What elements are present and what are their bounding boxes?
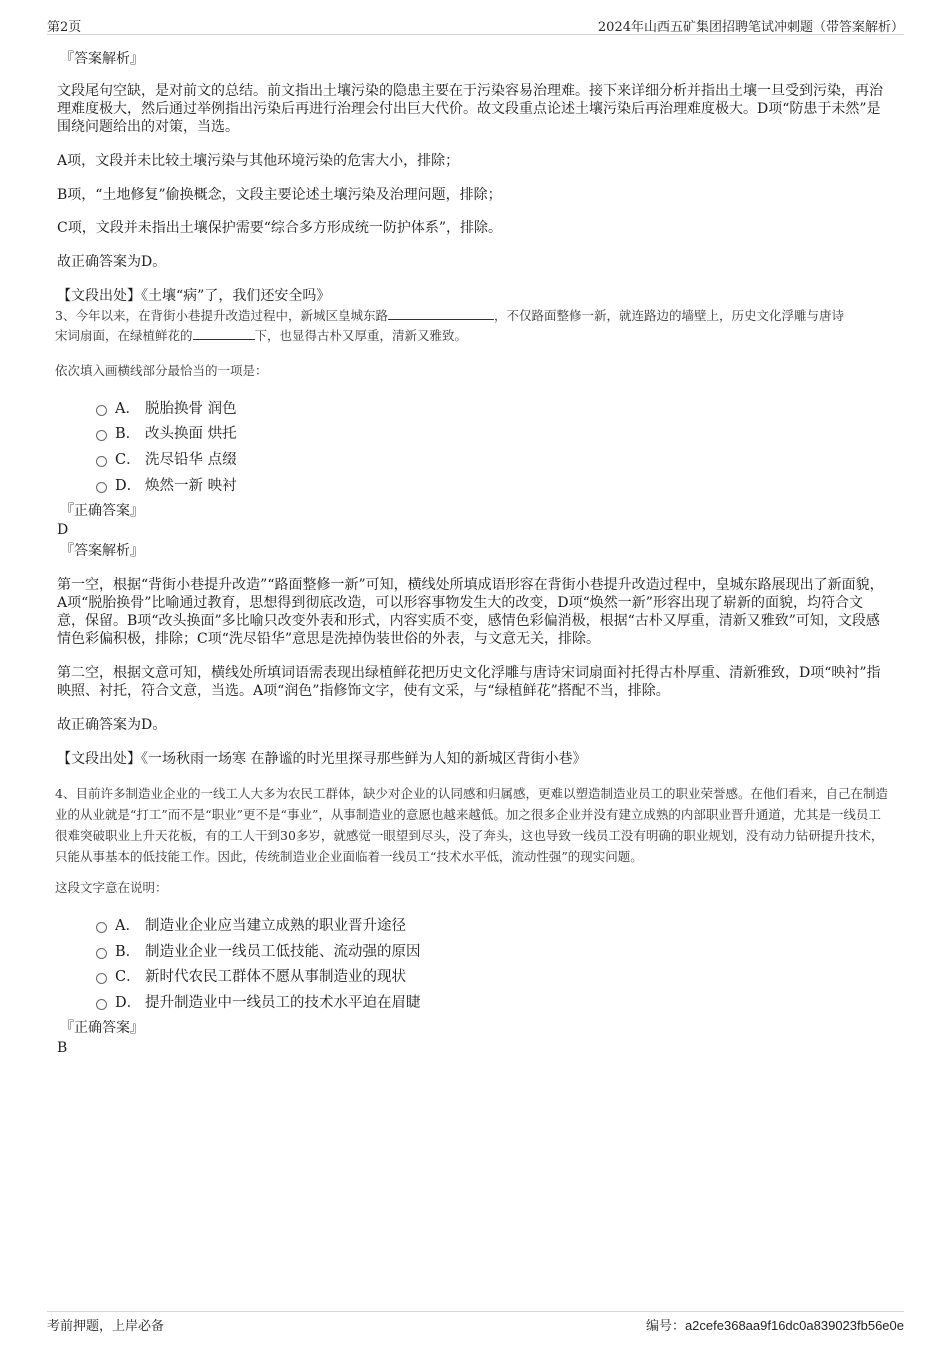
q4-option-a[interactable] <box>96 914 406 934</box>
q3-conclusion: 故正确答案为D。 <box>57 717 167 733</box>
q4-answer: B <box>57 1040 68 1056</box>
radio-icon[interactable] <box>96 973 107 984</box>
q4-option-d[interactable] <box>96 991 421 1011</box>
option-text: 制造业企业应当建立成熟的职业晋升途径 <box>145 918 406 934</box>
q3-option-c[interactable] <box>96 448 237 468</box>
q3-stem-part3: 宋词扇面，在绿植鲜花的 <box>55 328 193 343</box>
q4-answer-heading: 『正确答案』 <box>60 1020 144 1036</box>
radio-icon[interactable] <box>96 456 107 467</box>
q2-conclusion: 故正确答案为D。 <box>57 254 167 270</box>
q4-stem: 4、目前许多制造业企业的一线工人大多为农民工群体，缺少对企业的认同感和归属感，更难以塑造制造业员工的职业荣誉感。在他们看来，自己在制造业的从业就是“打工”而不是“职业”更不是“事业”，从事制造业的意愿也越来越低。加之很多企业并没有建立成熟的内部职业晋升通道，尤其是一线员工很难突破职业上升天花板，有的工人干到30多岁，就感觉一眼望到尽头，没了奔头，这也导致一线员工没有明确的职业规划，没有动力钻研提升技术，只能从事基本的低技能工作。因此，传统制造业企业面临着一线员工“技术水平低，流动性强”的现实问题。 <box>55 786 888 864</box>
q3-stem <box>55 306 890 346</box>
q2-analysis-paragraph: 文段尾句空缺，是对前文的总结。前文指出土壤污染的隐患主要在于污染容易治理难。接下来详细分析并指出土壤一旦受到污染，再治理难度极大，然后通过举例指出污染后再进行治理会付出巨大代价。故文段重点论述土壤污染后再治理难度极大。D项“防患于未然”是围绕问题给出的对策，当选。 <box>57 83 883 135</box>
page-header <box>47 14 904 35</box>
option-letter: D． <box>115 478 142 494</box>
footer-note: 考前押题，上岸必备 <box>47 1319 165 1334</box>
q3-option-b[interactable] <box>96 422 237 442</box>
q2-analysis-a: A项，文段并未比较土壤污染与其他环境污染的危害大小，排除； <box>57 153 460 169</box>
q3-blank-1 <box>388 307 494 320</box>
q4-prompt: 这段文字意在说明： <box>55 880 168 895</box>
q4-option-c[interactable] <box>96 965 406 985</box>
option-text: 提升制造业中一线员工的技术水平迫在眉睫 <box>145 995 421 1011</box>
q2-source: 【文段出处】《土壤“病”了，我们还安全吗》 <box>57 288 331 304</box>
option-letter: A． <box>115 401 140 417</box>
page-footer <box>47 1311 904 1334</box>
radio-icon[interactable] <box>96 999 107 1010</box>
q3-answer: D <box>57 522 69 538</box>
radio-icon[interactable] <box>96 922 107 933</box>
q3-option-d[interactable] <box>96 474 237 494</box>
option-letter: A． <box>115 918 140 934</box>
q3-option-a[interactable] <box>96 397 237 417</box>
code-value: a2cefe368aa9f16dc0a839023fb56e0e <box>684 1318 904 1333</box>
option-text: 洗尽铅华 点缀 <box>145 452 237 468</box>
radio-icon[interactable] <box>96 482 107 493</box>
q3-stem-part1: 3、今年以来，在背街小巷提升改造过程中，新城区皇城东路 <box>55 308 388 323</box>
option-letter: D． <box>115 995 142 1011</box>
option-letter: C． <box>115 452 141 468</box>
option-letter: B． <box>115 426 141 442</box>
option-text: 焕然一新 映衬 <box>145 478 237 494</box>
q2-analysis-c: C项，文段并未指出土壤保护需要“综合多方形成统一防护体系”，排除。 <box>57 220 503 236</box>
document-code <box>646 1315 904 1334</box>
q3-stem-part4: 下，也显得古朴又厚重，清新又雅致。 <box>254 328 468 343</box>
radio-icon[interactable] <box>96 430 107 441</box>
q3-prompt: 依次填入画横线部分最恰当的一项是： <box>55 363 268 378</box>
option-letter: C． <box>115 969 141 985</box>
radio-icon[interactable] <box>96 948 107 959</box>
option-text: 脱胎换骨 润色 <box>145 401 237 417</box>
q3-analysis-paragraph-2: 第二空，根据文意可知，横线处所填词语需表现出绿植鲜花把历史文化浮雕与唐诗宋词扇面衬托得古朴厚重、清新雅致，D项“映衬”指映照、衬托，符合文意，当选。A项“润色”指修饰文字，使有文采，与“绿植鲜花”搭配不当，排除。 <box>57 665 881 699</box>
q3-blank-2 <box>193 327 255 340</box>
q3-analysis-heading: 『答案解析』 <box>60 543 144 559</box>
q4-option-b[interactable] <box>96 940 421 960</box>
radio-icon[interactable] <box>96 405 107 416</box>
q3-stem-part2: ，不仅路面整修一新，就连路边的墙壁上，历史文化浮雕与唐诗 <box>493 308 844 323</box>
q3-source: 【文段出处】《一场秋雨一场寒 在静谧的时光里探寻那些鲜为人知的新城区背街小巷》 <box>57 751 587 767</box>
option-text: 新时代农民工群体不愿从事制造业的现状 <box>145 969 406 985</box>
option-text: 改头换面 烘托 <box>145 426 237 442</box>
q3-answer-heading: 『正确答案』 <box>60 503 144 519</box>
code-label: 编号： <box>645 1319 685 1334</box>
q3-analysis-paragraph-1: 第一空，根据“背街小巷提升改造”“路面整修一新”可知，横线处所填成语形容在背街小巷提升改造过程中，皇城东路展现出了新面貌，A项“脱胎换骨”比喻通过教育，思想得到彻底改造，可以形容事物发生大的改变，D项“焕然一新”形容出现了崭新的面貌，均符合文意，保留。B项“改头换面”多比喻只改变外表和形式，内容实质不变，感情色彩偏消极，根据“古朴又厚重，清新又雅致”可知，文段感情色彩偏积极，排除；C项“洗尽铅华”意思是洗掉伪装世俗的外表，与文意无关，排除。 <box>57 577 884 647</box>
page-number: 第2页 <box>47 20 82 35</box>
option-letter: B． <box>115 944 141 960</box>
q2-analysis-b: B项，“土地修复”偷换概念，文段主要论述土壤污染及治理问题，排除； <box>57 187 502 203</box>
option-text: 制造业企业一线员工低技能、流动强的原因 <box>145 944 421 960</box>
q2-analysis-heading: 『答案解析』 <box>60 51 144 67</box>
document-title: 2024年山西五矿集团招聘笔试冲刺题（带答案解析） <box>597 20 904 35</box>
